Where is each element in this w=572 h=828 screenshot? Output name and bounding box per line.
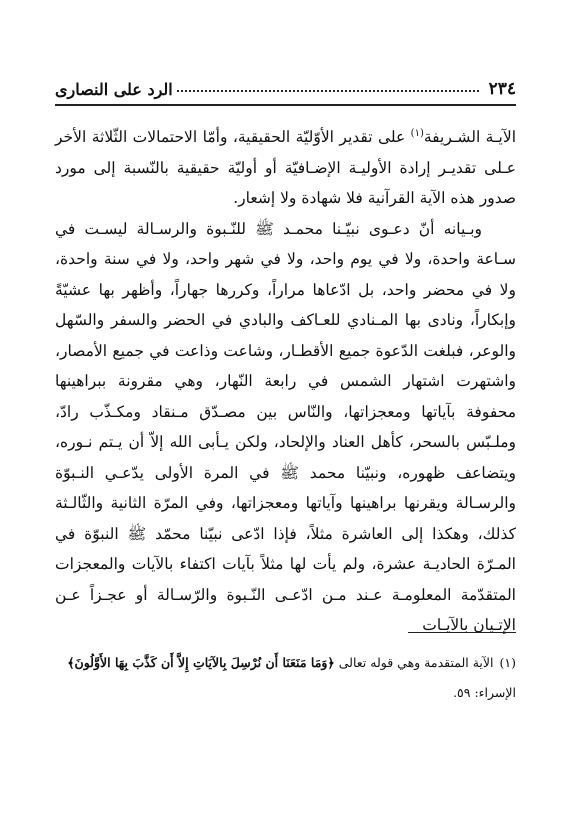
footnote-quran-quote: ﴿وَمَا مَنَعَنَا أَن نُرْسِلَ بِالآيَاتِ إِلاَّ أَن كَذَّبَ بِهَا الأَوَّلُونَ﴾	[67, 655, 335, 670]
paragraph-1	[55, 122, 516, 214]
running-title: الرد على النصارى	[55, 79, 173, 99]
main-text	[55, 122, 516, 641]
footnote-reference-mark: (١)	[410, 127, 424, 139]
page-number: ٢٣٤	[488, 79, 516, 99]
paragraph-1-rest: على تقدير الأوّليّة الحقيقية، وأمّا الاحتمالات الثّلاثة الأخر عـلى تقديـر إرادة الأوليـة الإضـافيّة أو أوليّة حقيقية بالنّسبة إلى مورد صدور هذه الآية القرآنية فلا شهادة ولا إشعار.	[55, 128, 516, 207]
paragraph-1-start: الآيـة الشـريفة	[423, 128, 516, 146]
footnote-intro: الآية المتقدمة وهي قوله تعالى	[334, 655, 494, 670]
page-header	[55, 78, 516, 100]
footnote-separator	[408, 632, 516, 633]
footnote-citation: الإسراء: ٥٩.	[453, 685, 516, 700]
footnotes	[55, 648, 516, 708]
footnote-1	[55, 648, 516, 678]
header-dotted-leader	[177, 90, 479, 92]
header-rule	[55, 104, 516, 106]
footnote-number: (١)	[499, 655, 516, 670]
paragraph-2: وبـيانه أنّ دعـوى نبيّـنا محمـد ﷺ للنّـبوة والرسـالة ليسـت في سـاعة واحدة، ولا في يوم واحد، ولا في شهر واحد، ولا في سنة واحدة، ولا في محضر واحد، بل ادّعاها مراراً، وكررها جهاراً، وأظهر بها عشيّةً وإبكاراً، ونادى بها المـنادي للعـاكف والبادي في الحضر والسفر والسّهل والوعر، فبلغت الدّعوة جميع الأقطـار، وشاعت وذاعت في جميع الأمصار، واشتهرت اشتهار الشمس في رابعة النّهار، وهي مقرونة ببراهينها محفوفة بآياتها ومعجزاتها، والنّاس بين مصـدّق مـنقاد ومكـذّب رادّ، وملـبّس بالسحر، كأهل العناد والإلحاد، ولكن يـأبى الله إلاّ أن يـتم نـوره، ويتضاعف ظهوره، ونبيّنا محمد ﷺ في المرة الأولى يدّعـي النـبوّة والرسـالة ويقرنها براهينها وآياتها ومعجزاتها، وفي المرّة الثانية والثّالـثة كذلك، وهكذا إلى العاشرة مثلاً، فإذا ادّعى نبيّنا محمّد ﷺ النبوّة في المـرّة الحاديـة عشرة، ولم يأت لها مثلاً بآيات اكتفاء بالآيات والمعجزات المتقدّمة المعلومـة عـند مـن ادّعـى النّـبوة والرّسـالة أو عجـزاً عـن الإتـيان بالآيـات	[55, 219, 516, 634]
